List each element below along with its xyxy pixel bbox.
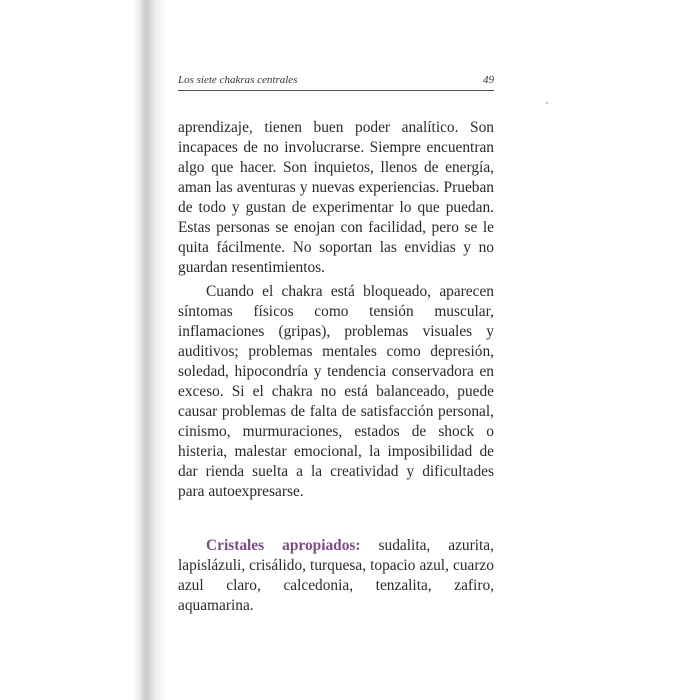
- paragraph-continuation: aprendizaje, tienen buen poder analítico. Son incapaces de no involucrarse. Siempre encuentran algo que hacer. Son inquietos, llenos de energía, aman las aventuras y nuevas experiencias. Prueban de todo y gustan de experimentar lo que puedan. Estas personas se enojan con facilidad, pero se le quita fácilmente. No soportan las envidias y no guardan resentimientos.: [178, 119, 494, 276]
- book-page: [178, 0, 494, 700]
- running-header: [178, 74, 494, 91]
- paper-speck: [546, 102, 548, 104]
- binding-gutter-shadow: [0, 0, 168, 700]
- page-number: 49: [483, 74, 494, 86]
- paragraph-blocked-chakra: Cuando el chakra está bloqueado, aparecen síntomas físicos como tensión muscular, inflamaciones (gripas), problemas visuales y auditivos; problemas mentales como depresión, soledad, hipocondría y tendencia conservadora en exceso. Si el chakra no está balanceado, puede causar problemas de falta de satisfacción personal, cinismo, murmuraciones, estados de shock o histeria, malestar emocional, la imposibilidad de dar rienda suelta a la creatividad y dificultades para autoexpresarse.: [178, 283, 494, 500]
- crystals-paragraph: [178, 536, 494, 616]
- chapter-title: Los siete chakras centrales: [178, 74, 298, 86]
- body-text: [178, 118, 494, 616]
- crystals-list: sudalita, azurita, lapislázuli, crisálido, turquesa, topacio azul, cuarzo azul claro, calcedonia, tenzalita, zafiro, aquamarina.: [178, 537, 494, 614]
- crystals-heading: Cristales apropiados:: [206, 537, 361, 554]
